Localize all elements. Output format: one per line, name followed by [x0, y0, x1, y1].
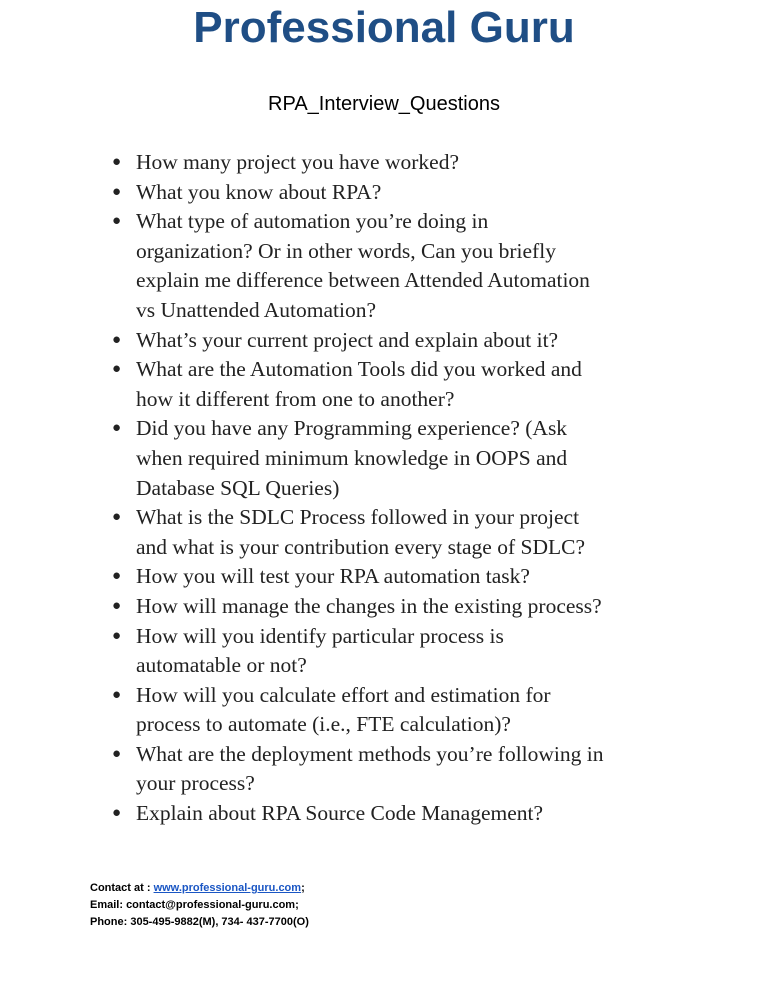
question-text: How many project you have worked?: [136, 150, 459, 174]
question-text: How you will test your RPA automation task?: [136, 564, 530, 589]
bullet-icon: ●: [112, 745, 122, 762]
bullet-icon: ●: [112, 805, 122, 822]
list-item: [110, 326, 604, 356]
bullet-icon: ●: [112, 213, 122, 230]
contact-footer: [90, 880, 309, 931]
question-text: What is the SDLC Process followed in your project and what is your contribution every stage of SDLC?: [136, 505, 586, 559]
email-line: Email: contact@professional-guru.com;: [90, 899, 299, 911]
list-item: [110, 503, 604, 562]
bullet-icon: ●: [112, 597, 122, 614]
contact-label: Contact at :: [90, 882, 154, 894]
bullet-icon: ●: [112, 331, 122, 348]
bullet-icon: ●: [112, 154, 122, 170]
document-subtitle: RPA_Interview_Questions: [268, 93, 500, 115]
question-text: What you know about RPA?: [136, 179, 382, 204]
question-text: How will you identify particular process is automatable or not?: [136, 623, 504, 678]
question-text: What are the deployment methods you’re following in your process?: [136, 741, 604, 796]
contact-suffix: ;: [301, 882, 305, 894]
list-item: [110, 148, 604, 178]
list-item: [110, 799, 604, 829]
list-item: [110, 622, 604, 681]
phone-line: Phone: 305-495-9882(M), 734- 437-7700(O): [90, 916, 309, 928]
list-item: [110, 681, 604, 740]
bullet-icon: ●: [112, 627, 122, 644]
question-text: What type of automation you’re doing in organization? Or in other words, Can you briefly explain me difference between Attended Automation vs Unattended Automation?: [136, 209, 590, 322]
question-text: Explain about RPA Source Code Management?: [136, 801, 544, 826]
question-text: How will manage the changes in the existing process?: [136, 593, 602, 618]
bullet-icon: ●: [112, 509, 122, 526]
question-text: How will you calculate effort and estimation for process to automate (i.e., FTE calculation)?: [136, 682, 551, 737]
question-text: What’s your current project and explain about it?: [136, 327, 559, 352]
question-text: What are the Automation Tools did you worked and how it different from one to another?: [136, 357, 582, 411]
bullet-icon: ●: [112, 361, 122, 378]
contact-line: [90, 880, 309, 897]
list-item: [110, 592, 604, 622]
list-item: [110, 178, 604, 208]
list-item: [110, 414, 604, 503]
question-text: Did you have any Programming experience? (Ask when required minimum knowledge in OOPS and Database SQL Queries): [136, 416, 568, 500]
list-item: [110, 562, 604, 592]
bullet-icon: ●: [112, 568, 122, 585]
page-title: Professional Guru: [193, 3, 575, 52]
question-list: [110, 148, 604, 829]
list-item: [110, 740, 604, 799]
list-item: [110, 355, 604, 414]
bullet-icon: ●: [112, 686, 122, 703]
website-link[interactable]: www.professional-guru.com: [153, 882, 302, 894]
bullet-icon: ●: [112, 420, 122, 437]
list-item: [110, 207, 604, 325]
bullet-icon: ●: [112, 183, 122, 200]
